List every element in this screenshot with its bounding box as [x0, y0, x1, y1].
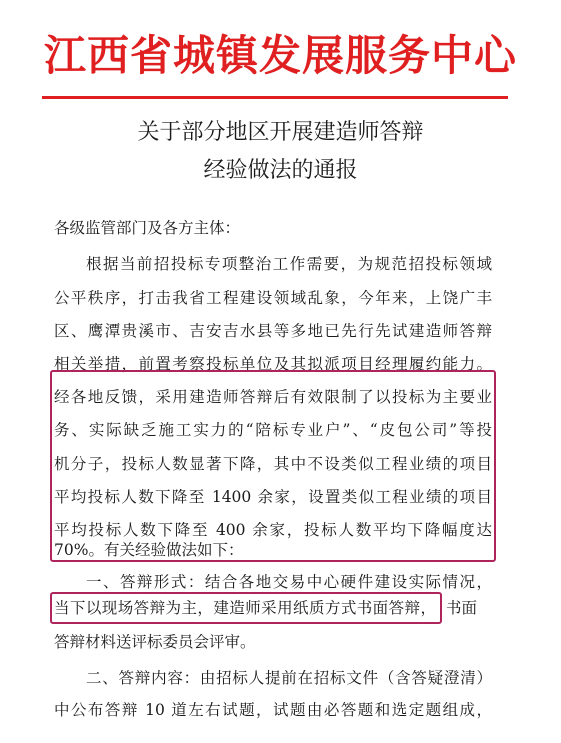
paragraph-line: 根据当前招投标专项整治工作需要，为规范招投标领域 — [86, 255, 492, 273]
addressee: 各级监管部门及各方主体： — [54, 219, 241, 237]
paragraph-line: 相关举措，前置考察投标单位及其拟派项目经理履约能力。 — [54, 355, 492, 373]
letterhead-red-rule — [42, 96, 508, 99]
section-1-line-2-tail: 书面 — [446, 599, 478, 617]
highlight-line: 务、实际缺乏施工实力的“陪标专业户”、“皮包公司”等投 — [54, 421, 492, 439]
document-title-line-1: 关于部分地区开展建造师答辩 — [137, 120, 424, 145]
highlight-line: 70%。有关经验做法如下： — [54, 541, 244, 559]
highlight-line: 经各地反馈，采用建造师答辩后有效限制了以投标为主要业 — [54, 388, 492, 406]
document-title-line-2: 经验做法的通报 — [203, 158, 358, 183]
section-1-line-2-highlight: 当下以现场答辩为主，建造师采用纸质方式书面答辩， — [54, 599, 436, 617]
highlight-line: 平均投标人数下降至 1400 余家，设置类似工程业绩的项目 — [54, 488, 492, 506]
paragraph-line: 公平秩序，打击我省工程建设领域乱象，今年来，上饶广丰 — [54, 289, 492, 307]
section-1-line-3: 答辩材料送评标委员会评审。 — [54, 633, 256, 651]
section-2-line-2: 中公布答辩 10 道左右试题，试题由必答题和选定题组成， — [54, 701, 492, 719]
section-1-line-1: 一、答辩形式：结合各地交易中心硬件建设实际情况， — [86, 573, 492, 591]
highlight-line: 平均投标人数下降至 400 余家，投标人数平均下降幅度达 — [54, 521, 492, 539]
highlight-line: 机分子，投标人数显著下降，其中不设类似工程业绩的项目 — [54, 455, 492, 473]
paragraph-line: 区、鹰潭贵溪市、吉安吉水县等多地已先行先试建造师答辩 — [54, 322, 492, 340]
letterhead-org-name: 江西省城镇发展服务中心 — [43, 31, 517, 80]
section-2-line-1: 二、答辩内容：由招标人提前在招标文件（含答疑澄清） — [86, 669, 492, 687]
